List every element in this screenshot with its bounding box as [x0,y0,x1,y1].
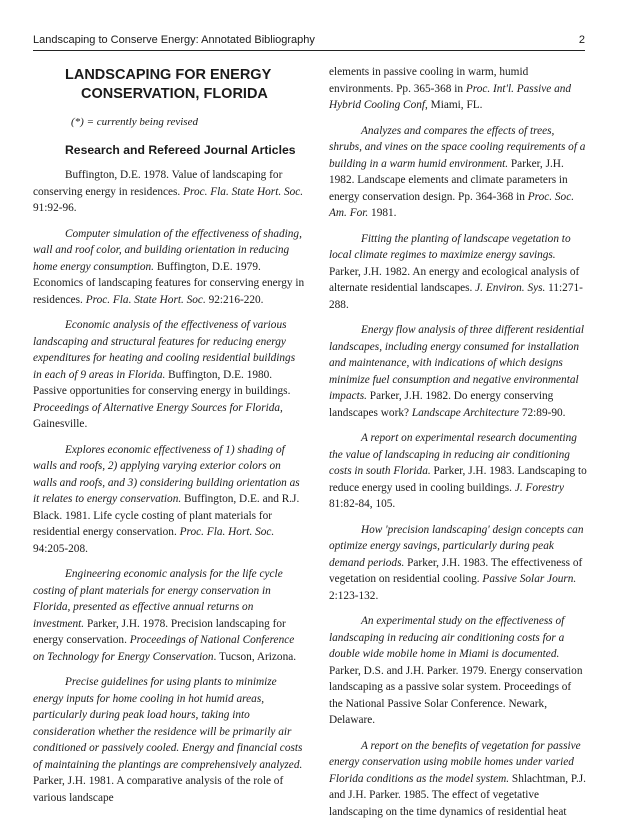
entry-source: J. Environ. Sys. [475,282,546,294]
bibliography-entry [33,674,305,806]
entry-citation: Buffington, D.E. 1979. Economics of landscaping features for conserving energy in residences. [33,260,305,306]
entry-tail: , Miami, FL. [425,99,483,111]
entry-annotation: Explores economic effectiveness of 1) shading of walls and roofs, 2) applying varying exterior colors on walls and roofs, and 3) considering building orientation as it relates to energy conservation. [33,443,300,505]
entry-citation: Parker, J.H. 1982. An energy and ecological analysis of alternate residential landscapes. [329,265,580,294]
entry-citation: Parker, J.H. 1978. Precision landscaping for energy conservation. [33,617,286,646]
entry-tail: Gainesville. [33,418,88,430]
entry-citation: Buffington, D.E. 1978. Value of landscaping for conserving energy in residences. [33,169,283,198]
header-title: Landscaping to Conserve Energy: Annotated Bibliography [33,34,315,46]
entry-citation: Buffington, D.E. and R.J. Black. 1981. Life cycle costing of plant materials for residential energy conservation. [33,493,300,538]
entry-annotation: Precise guidelines for using plants to minimize energy inputs for home cooling in hot humid areas, particularly during peak load hours, taking into consideration whether the residence will be primarily air conditioned or passively cooled. Energy and financial costs of maintaining the plantings are comprehensively analyzed. [33,676,303,771]
bibliography-entry [329,613,587,729]
bibliography-entry [329,738,587,821]
bibliography-entry [329,322,587,421]
entry-annotation: A report on experimental research documenting the value of landscaping in reducing air conditioning costs in south Florida. [329,432,577,477]
entry-tail: 1981. [368,207,397,219]
right-column [329,64,587,820]
entry-tail: 94:205-208. [33,542,88,555]
entry-tail: 91:92-96. [33,202,77,214]
entry-annotation: A report on the benefits of vegetation for passive energy conservation using mobile homes under varied Florida conditions as the model system. [329,739,581,785]
entry-source: Proc. Soc. Am. For. [329,190,575,219]
entry-source: Passive Solar Journ. [482,573,577,585]
entry-source: Landscape Architecture [411,406,520,419]
entry-tail: 81:82-84, 105. [329,498,396,510]
entry-annotation: Fitting the planting of landscape vegetation to local climate regimes to maximize energy savings. [329,232,571,261]
entry-source: Proc. Fla. State Hort. Soc. [85,293,206,306]
entry-citation: Parker, J.H. 1982. Do energy conserving landscapes work? [329,390,554,419]
entry-tail: 2:123-132. [329,589,379,602]
entry-citation: Shlachtman, P.J. and J.H. Parker. 1985. The effect of vegetative landscaping on the time dynamics of residential heat [329,772,586,818]
bibliography-entry [33,442,305,558]
bibliography-entry [329,231,587,314]
entry-annotation: Engineering economic analysis for the life cycle costing of plant materials for energy conservation in Florida, presented as effective annual returns on investment. [33,568,283,630]
bibliography-entry [33,566,305,665]
bibliography-entry [329,123,587,222]
entry-citation: Parker, J.H. 1983. The effectiveness of vegetation on residential cooling. [329,556,583,585]
bibliography-entry [33,226,305,309]
entry-annotation: How 'precision landscaping' design concepts can optimize energy savings, particularly during peak demand periods. [329,523,584,569]
entry-source: Proc. Int'l. Passive and Hybrid Cooling Conf [329,82,572,111]
entry-citation: Parker, J.H. 1981. A comparative analysis of the role of various landscape [33,775,284,804]
entry-annotation: Energy flow analysis of three different residential landscapes, including energy consumed for installation and maintenance, with indications of which designs minimize fuel consumption and negative environmental impacts. [329,324,584,402]
entry-annotation: Computer simulation of the effectiveness of shading, wall and roof color, and building orientation in reducing home energy consumption. [33,227,302,273]
entry-citation: elements in passive cooling in warm, humid environments. Pp. 365-368 in [329,66,529,95]
bibliography-entry [329,522,587,605]
entry-annotation: An experimental study on the effectiveness of landscaping in reducing air conditioning costs for a double wide mobile home in Miami is documented. [329,615,565,660]
page-header [33,32,585,51]
bibliography-entry [329,430,587,513]
entry-citation: Parker, J.H. 1983. Landscaping to reduce energy used in cooling buildings. [329,465,587,494]
title-line-2: CONSERVATION, FLORIDA [81,86,268,102]
entry-source: J. Forestry [514,481,564,494]
revision-note: (*) = currently being revised [71,116,198,128]
entry-source: Proc. Fla. State Hort. Soc. [183,185,304,198]
page-number: 2 [578,34,585,46]
entry-source: Proc. Fla. Hort. Soc. [179,526,275,538]
entry-source: Proceedings of National Conference on Technology for Energy Conservation [33,634,295,663]
entry-tail: . Tucson, Arizona. [213,650,297,663]
entry-annotation: Economic analysis of the effectiveness of various landscaping and structural features for reducing energy expenditures for heating and cooling residential buildings in each of 9 areas in Florida. [33,319,296,381]
bibliography-entry [33,167,305,217]
entry-source: Proceedings of Alternative Energy Sources for Florida, [33,401,283,414]
left-column [33,60,305,806]
title-line-1: LANDSCAPING FOR ENERGY [65,67,272,83]
entry-tail: 92:216-220. [205,293,264,306]
entry-citation: Parker, D.S. and J.H. Parker. 1979. Energy conservation landscaping as a passive solar system. Proceedings of the National Passive Solar Conference. Newark, Delaware. [329,664,583,726]
bibliography-entry [33,317,305,433]
section-heading: Research and Refereed Journal Articles [65,142,296,157]
entry-tail: 11:271-288. [329,282,583,311]
document-title [65,66,305,104]
entry-citation: Parker, J.H. 1982. Landscape elements and climate parameters in energy conservation design. Pp. 364-368 in [329,157,568,203]
bibliography-entry-continued [329,64,587,114]
entry-citation: Buffington, D.E. 1980. Passive opportunities for conserving energy in buildings. [33,368,291,397]
entry-annotation: Analyzes and compares the effects of trees, shrubs, and vines on the space cooling requirements of a building in a warm humid environment. [329,124,586,170]
entry-tail: 72:89-90. [519,406,566,419]
